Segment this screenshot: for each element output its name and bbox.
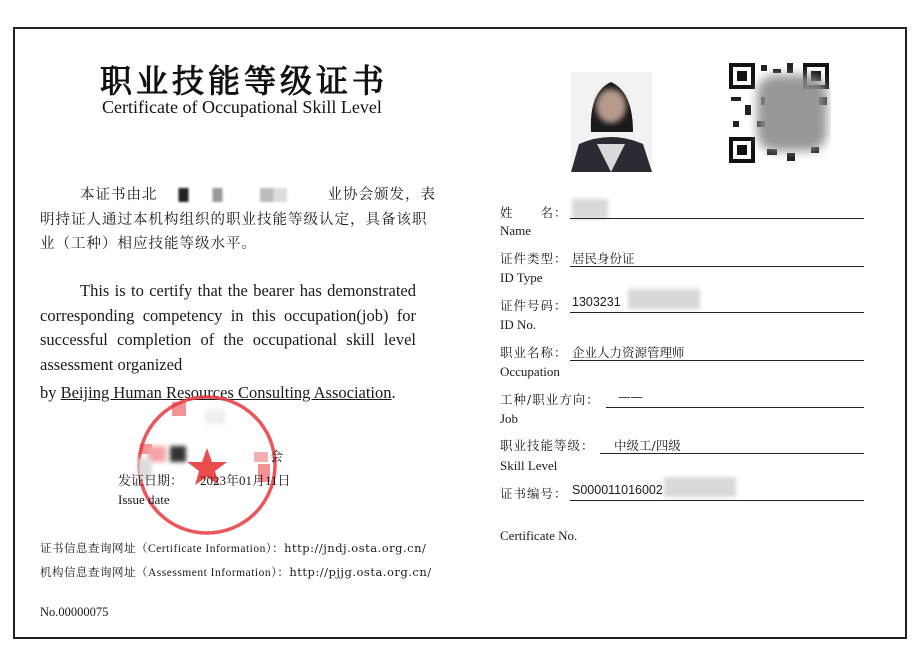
issue-date-value: 2023年01月11日 — [200, 473, 291, 488]
body-text-en — [40, 279, 416, 406]
idtype-value: 居民身份证 — [572, 251, 635, 266]
lookup-label-cn: 机构信息查询网址（ — [40, 565, 148, 579]
body-cn-rest: ，表明持证人通过本机构组织的职业技能等级认定，具备该职业（工种）相应技能等级水平。 — [40, 187, 436, 252]
certificate-title-en: Certificate of Occupational Skill Level — [102, 97, 382, 117]
idno-label-cn: 证件号码： — [500, 298, 568, 313]
assessment-lookup-line — [40, 564, 432, 580]
lookup-label-en: Assessment Information — [148, 567, 272, 579]
body-en-prefix: by — [40, 383, 61, 402]
job-underline — [606, 407, 864, 408]
idtype-label-cn: 证件类型： — [500, 251, 568, 266]
issuer-suffix: 会 — [270, 450, 284, 465]
occupation-label-en: Occupation — [500, 364, 560, 379]
occupation-value: 企业人力资源管理师 — [572, 345, 685, 360]
name-label-cn: 姓 名： — [500, 205, 568, 220]
certno-value: S000011016002 — [572, 483, 663, 497]
skill-underline — [600, 453, 864, 454]
redaction-block — [170, 446, 186, 462]
body-en-suffix: . — [391, 383, 396, 402]
idtype-underline — [570, 266, 864, 267]
certificate-serial-number: No.00000075 — [40, 605, 109, 619]
certno-label-cn: 证书编号： — [500, 486, 568, 501]
job-label-en: Job — [500, 411, 519, 426]
redacted-name — [572, 199, 608, 219]
organizer-name-en: Beijing Human Resources Consulting Association — [60, 383, 392, 402]
name-label-en: Name — [500, 223, 532, 238]
body-cn-mid: 业协会颁发 — [327, 187, 405, 203]
lookup-label-en: Certificate Information — [148, 543, 266, 555]
job-label-cn: 工种/职业方向： — [500, 392, 600, 407]
lookup-url[interactable]: ）：http://jndj.osta.org.cn/ — [265, 541, 427, 555]
skill-label-en: Skill Level — [500, 458, 558, 473]
skill-label-cn: 职业技能等级： — [500, 438, 595, 453]
body-en-main: This is to certify that the bearer has demonstrated corresponding competency in this occupation(job) for successful completion of the occupational skill level assessment organized — [40, 281, 416, 374]
issue-date-label-cn: 发证日期： — [118, 474, 184, 489]
job-value: —— — [618, 389, 643, 404]
certificate-title-cn: 职业技能等级证书 — [100, 62, 389, 100]
issue-date-label-en: Issue date — [118, 492, 170, 507]
redacted-certno — [664, 477, 736, 497]
idno-label-en: ID No. — [500, 317, 537, 332]
body-cn-start: 本证书由北 — [80, 187, 158, 203]
body-text-cn — [40, 183, 440, 257]
idtype-label-en: ID Type — [500, 270, 543, 285]
name-underline — [570, 218, 864, 219]
skill-value: 中级工/四级 — [614, 438, 681, 453]
occupation-label-cn: 职业名称： — [500, 345, 568, 360]
idno-underline — [570, 312, 864, 313]
holder-photo — [571, 72, 652, 172]
certificate-lookup-line — [40, 540, 426, 556]
qr-code — [727, 61, 831, 165]
certno-label-en: Certificate No. — [500, 528, 578, 543]
occupation-underline — [570, 360, 864, 361]
redacted-org-name — [158, 188, 328, 202]
certno-underline — [570, 500, 864, 501]
redaction-block — [205, 410, 225, 424]
lookup-label-cn: 证书信息查询网址（ — [40, 541, 148, 555]
redacted-idno — [628, 289, 700, 309]
portrait-graphic — [571, 72, 652, 172]
idno-value: 1303231 — [572, 295, 621, 309]
lookup-url[interactable]: ）：http://pjjg.osta.org.cn/ — [271, 565, 432, 579]
